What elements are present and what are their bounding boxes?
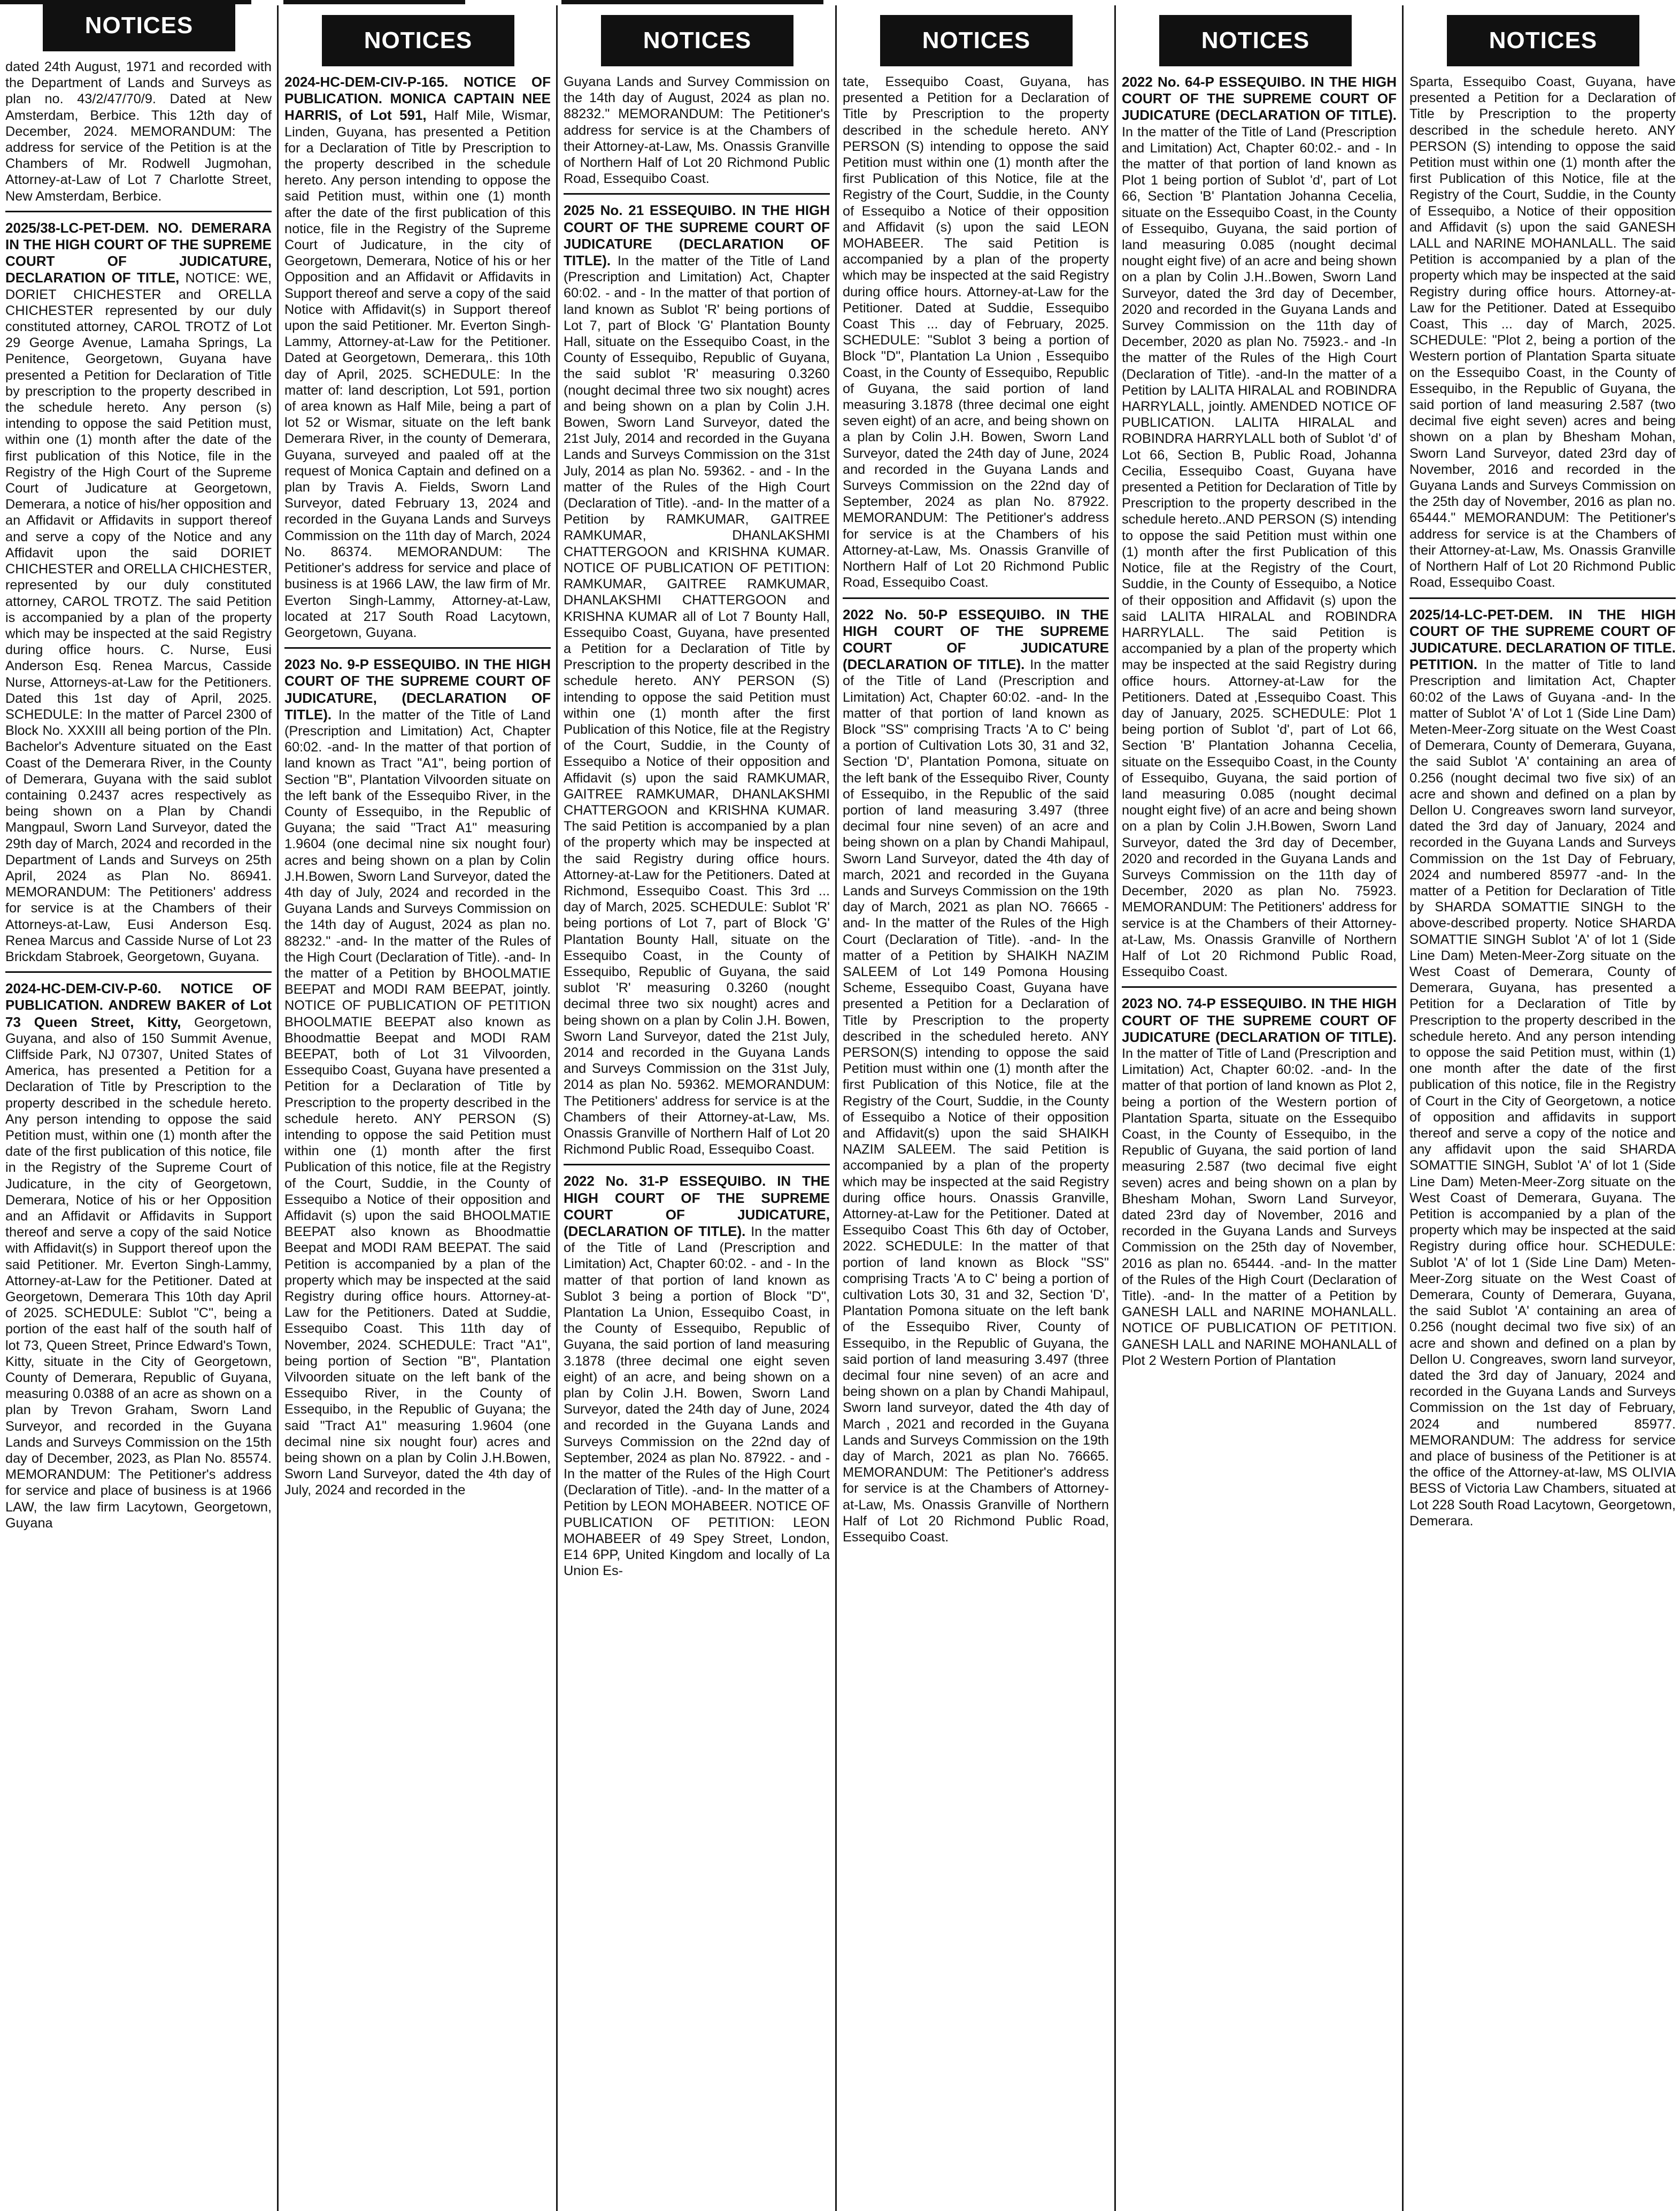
column-separator [1402, 5, 1404, 2211]
notice-text: In the matter of Title of Land (Prescription and Limitation) Act, Chapter 60:02. -and- In the matter of that portion of land known as Plot 2, being a portion of the Western portion of Plantation Sparta, situate on the Essequibo Coast, in the County of Essequibo, in the Republic of Guyana, the said portion of land measuring 2.587 (two decimal five eight seven) acres and being shown on a plan by Bhesham Mohan, Sworn Land Surveyor, dated 23rd day of November, 2016 and recorded in the Guyana Lands and Surveys Commission on the 25th day of November, 2016 as plan no. 65444. -and- In the matter of the Rules of the High Court (Declaration of Title). -and- In the matter of a Petition by GANESH LALL and NARINE MOHANLALL. NOTICE OF PUBLICATION OF PETITION. GANESH LALL and NARINE MOHANLALL of Plot 2 Western Portion of Plantation [1122, 1046, 1397, 1368]
notice-title: 2025/14-LC-PET-DEM. IN THE HIGH COURT OF THE SUPREME COURT OF JUDICATURE. DECLARATION OF TITLE. PETITION. [1409, 606, 1676, 673]
notice-text: In the matter of Title to land Prescription and limitation Act, Chapter 60:02 of the Laws of Guyana -and- In the matter of Sublot 'A' of Lot 1 (Side Line Dam) Meten-Meer-Zorg situate on the West Coast of Demerara, County of Demerara, Guyana, the said Sublot 'A' containing an area of 0.256 (nought decimal two five six) of an acre and shown and defined on a plan by Dellon U. Congreaves sworn land surveyor, dated the 3rd day of January, 2024 and recorded in the Guyana Lands and Surveys Commission on the 1st Day of February, 2024 and numbered 85977 -and- In the matter of a Petition for Declaration of Title by SHARDA SOMATTIE SINGH to the above-described property. Notice SHARDA SOMATTIE SINGH Sublot 'A' of lot 1 (Side Line Dam) Meten-Meer-Zorg situate on the West Coast of Demerara, County of Demerara, Guyana, has presented a Petition for a Declaration of Title by Prescription to the property described in the schedule hereto. And any person intending to oppose the said Petition must, within (1) one month after the date of the first publication of this notice, file in the Registry of Court in the City of Georgetown, a notice of opposition and affidavits in support thereof and serve a copy of the notice and any affidavit upon the said SHARDA SOMATTIE SINGH, Sublot 'A' of lot 1 (Side Line Dam) Meten-Meer-Zorg situate on the West Coast of Demerara, Guyana. The Petition is accompanied by a plan of the property which may be inspected at the said Registry during office hour. SCHEDULE: Sublot 'A' of lot 1 (Side Line Dam) Meten-Meer-Zorg situate on the West Coast of Demerara, County of Demerara, Guyana, the said Sublot 'A' containing an area of 0.256 (nought decimal two five six) of an acre and shown and defined on a plan by Dellon U. Congreaves, sworn land surveyor, dated the 3rd day of January, 2024 and recorded in the Guyana Lands and Surveys Commission on the 1st day of February, 2024 and numbered 85977. MEMORANDUM: The address for service and place of business of the Petitioner is at the office of the Attorney-at-law, MS OLIVIA BESS of Victoria Law Chambers, situated at Lot 228 South Road Lacytown, Georgetown, Demerara. [1409, 657, 1676, 1529]
legal-notice [1409, 74, 1676, 591]
legal-notice [284, 74, 551, 641]
section-header: NOTICES [1159, 15, 1352, 66]
notice-title: 2022 No. 64-P ESSEQUIBO. IN THE HIGH COURT OF THE SUPREME COURT OF JUDICATURE (DECLARATION OF TITLE). [1122, 74, 1397, 124]
notice-divider [564, 193, 830, 195]
legal-notice [5, 220, 272, 965]
legal-notice [5, 980, 272, 1531]
legal-notice [564, 1173, 830, 1579]
section-header: NOTICES [601, 15, 793, 66]
column-separator [1114, 5, 1116, 2211]
notice-text: Sparta, Essequibo Coast, Guyana, have presented a Petition for a Declaration of Title by Prescription to the property described in the schedule hereto. ANY PERSON (S) intending to oppose the said Petition must within one (1) month after the first Publication of this Notice, file at the Registry of the Court, Suddie, in the County of Essequibo, a Notice of their opposition and Affidavit (s) upon the said GANESH LALL and NARINE MOHANLALL. The said Petition is accompanied by a plan of the property which may be inspected at the said Registry during office hours. Attorney-at-Law for the Petitioner. Dated at Essequibo Coast, This ... day of March, 2025. SCHEDULE: "Plot 2, being a portion of the Western portion of Plantation Sparta situate on the Essequibo Coast, in the County of Essequibo, in the Republic of Guyana, the said portion of land measuring 2.587 (two decimal five eight seven) acres and being shown on a plan by Bhesham Mohan, Sworn Land Surveyor, dated 23rd day of November, 2016 and recorded in the Guyana Lands and Surveys Commission on the 25th day of November, 2016 as plan no. 65444." MEMORANDUM: The Petitioner's address for service is at the Chambers of their Attorney-at-Law, Ms. Onassis Granville of Northern Half of Lot 20 Richmond Public Road, Essequibo Coast. [1409, 74, 1676, 590]
notice-column-6 [1404, 0, 1680, 2211]
notice-text: Half Mile, Wismar, Linden, Guyana, has presented a Petition for a Declaration of Title by Prescription to the property described in the schedule hereto. Any person intending to oppose the said Petition must, within one (1) month after the date of the first publication of this notice, file in the Registry of the Supreme Court of Judicature, in the city of Georgetown, Demerara, Notice of his or her Opposition and an Affidavit or Affidavits in Support thereof and serve a copy of the said Notice with Affidavit(s) in Support thereof upon the said Petitioner. Mr. Everton Singh-Lammy, Attorney-at-Law for the Petitioner. Dated at Georgetown, Demerara,. this 10th day of April, 2025. SCHEDULE: In the matter of: land description, Lot 591, portion of area known as Half Mile, being a part of lot 52 or Wismar, situate on the left bank Demerara River, in the county of Demerara, Guyana, surveyed and paaled off at the request of Monica Captain and defined on a plan by Travis A. Fields, Sworn Land Surveyor, dated February 13, 2024 and recorded in the Guyana Lands and Surveys Commission on the 11th day of March, 2024 No. 86374. MEMORANDUM: The Petitioner's address for service and place of business is at 1966 LAW, the law firm of Mr. Everton Singh-Lammy, Attorney-at-Law, located at 217 South Road Lacytown, Georgetown, Guyana. [284, 108, 551, 640]
section-header: NOTICES [880, 15, 1073, 66]
column-body [0, 59, 276, 1531]
section-header: NOTICES [1447, 15, 1639, 66]
notice-title: 2025 No. 21 ESSEQUIBO. IN THE HIGH COURT OF THE SUPREME COURT OF JUDICATURE (DECLARATION OF TITLE). [564, 202, 830, 269]
notice-title: 2024-HC-DEM-CIV-P-60. NOTICE OF PUBLICATION. ANDREW BAKER of Lot 73 Queen Street, Kitty, [5, 980, 272, 1030]
notice-title: 2024-HC-DEM-CIV-P-165. NOTICE OF PUBLICATION. MONICA CAPTAIN NEE HARRIS, of Lot 591, [284, 74, 551, 124]
notice-divider [5, 211, 272, 212]
notice-title: 2025/38-LC-PET-DEM. NO. DEMERARA IN THE HIGH COURT OF THE SUPREME COURT OF JUDICATURE, DECLARATION OF TITLE, [5, 219, 272, 286]
notice-column-3 [558, 0, 834, 2211]
notice-column-4 [837, 0, 1113, 2211]
legal-notice [843, 74, 1109, 591]
legal-notice [843, 607, 1109, 1546]
notice-text: tate, Essequibo Coast, Guyana, has presented a Petition for a Declaration of Title by Prescription to the property described in the schedule hereto. ANY PERSON (S) intending to oppose the said Petition must within one (1) month after the first Publication of this Notice, file at the Registry of the Court, Suddie, in the County of Essequibo a Notice of their opposition and Affidavit (s) upon the said LEON MOHABEER. The said Petition is accompanied by a plan of the property which may be inspected at the said Registry during office hours. Attorney-at-Law for the Petitioner. Dated at Suddie, Essequibo Coast This ... day of February, 2025. SCHEDULE: "Sublot 3 being a portion of Block "D", Plantation La Union , Essequibo Coast, in the County of Essequibo, Republic of Guyana, the said portion of land measuring 3.1878 (three decimal one eight seven eight) of an acre, and being shown on a plan by Colin J.H. Bowen, Sworn Land Surveyor, dated the 24th day of June, 2024 and recorded in the Guyana Lands and Surveys Commission on the 22nd day of September, 2024 as plan No. 87922. MEMORANDUM: The Petitioner's address for service is at the Chambers of his Attorney-at-Law, Ms. Onassis Granville of Northern Half of Lot 20 Richmond Public Road, Essequibo Coast. [843, 74, 1109, 590]
legal-notice [284, 656, 551, 1499]
legal-notice [1122, 74, 1397, 980]
section-header: NOTICES [322, 15, 514, 66]
notice-title: 2023 No. 9-P ESSEQUIBO. IN THE HIGH COURT OF THE SUPREME COURT OF JUDICATURE, (DECLARATION OF TITLE). [284, 656, 551, 723]
notice-text: In the matter of the Title of Land (Prescription and Limitation) Act, Chapter 60:02. -and- In the matter of that portion of land known as Block "SS" comprising Tracts 'A to C' being a portion of Cultivation Lots 30, 31 and 32, Section 'D', Plantation Pomona, situate on the left bank of the Essequibo River, County of Essequibo, in the Republic of the said portion of land measuring 3.497 (three decimal four nine seven) of an acre and being shown on a plan by Chandi Mahipaul, Sworn Land Surveyor, dated the 4th day of march, 2021 and recorded in the Guyana Lands and Surveys Commission on the 19th day of March, 2021 as plan NO. 76665 -and- In the matter of the Rules of the High Court (Declaration of Title). -and- In the matter of a Petition by SHAIKH NAZIM SALEEM of Lot 149 Pomona Housing Scheme, Essequibo Coast, Guyana have presented a Petition for a Declaration of Title by Prescription to the property described in the scheduled hereto. ANY PERSON(S) intending to oppose the said Petition must within one (1) month after the first Publication of this Notice, file at the Registry of the Court, Suddie, in the County of Essequibo a Notice of their opposition and Affidavit(s) upon the said SHAIKH NAZIM SALEEM. The said Petition is accompanied by a plan of the property which may be inspected at the said Registry during office hours. Onassis Granville, Attorney-at-Law for the Petitioner. Dated at Essequibo Coast This 6th day of October, 2022. SCHEDULE: In the matter of that portion of land known as Block "SS" comprising Tracts 'A to C' being a portion of cultivation Lots 30, 31 and 32, Section 'D', Plantation Pomona situate on the left bank of the Essequibo River, County of Essequibo, in the Republic of Guyana, the said portion of land measuring 3.497 (three decimal four nine seven) of an acre and being shown on a plan by Chandi Mahipaul, Sworn land surveyor, dated the 4th day of March , 2021 and recorded in the Guyana Lands and Surveys Commission on the 19th day of March, 2021 as plan No. 76665. MEMORANDUM: The Petitioner's address for service is at the Chambers of Attorney-at-Law, Ms. Onassis Granville of Northern Half of Lot 20 Richmond Public Road, Essequibo Coast. [843, 657, 1109, 1545]
legal-notice [564, 74, 830, 187]
column-separator [277, 5, 279, 2211]
column-body [1404, 74, 1680, 1529]
notice-divider [1122, 986, 1397, 988]
notice-text: Guyana Lands and Survey Commission on the 14th day of August, 2024 as plan no. 88232." MEMORANDUM: The Petitioner's address for service is at the Chambers of their Attorney-at-Law, Ms. Onassis Granville of Northern Half of Lot 20 Richmond Public Road, Essequibo Coast. [564, 74, 830, 187]
notice-column-2 [279, 0, 555, 2211]
column-body [279, 74, 555, 1499]
notice-text: In the matter of the Title of Land (Prescription and Limitation) Act, Chapter 60:02. - and - In the matter of that portion of land known as Sublot 'R' being portions of Lot 7, part of Block 'G' Plantation Bounty Hall, situate on the Essequibo Coast, in the County of Essequibo, Republic of Guyana, the said sublot 'R' measuring 0.3260 (nought decimal three two six nought) acres and being shown on a plan by Colin J.H. Bowen, Sworn Land Surveyor, dated the 21st July, 2014 and recorded in the Guyana Lands and Surveys Commission on the 31st July, 2014 as plan No. 59362. - and - In the matter of the Rules of the High Court (Declaration of Title). -and- In the matter of a Petition by RAMKUMAR, GAITREE RAMKUMAR, DHANLAKSHMI CHATTERGOON and KRISHNA KUMAR. NOTICE OF PUBLICATION OF PETITION: RAMKUMAR, GAITREE RAMKUMAR, DHANLAKSHMI CHATTERGOON and KRISHNA KUMAR all of Lot 7 Bounty Hall, Essequibo Coast, Guyana, have presented a Petition for a Declaration of Title by Prescription to the property described in the schedule hereto. ANY PERSON (S) intending to oppose the said Petition must within one (1) month after the first Publication of this Notice, file at the Registry of the Court, Suddie, in the County of Essequibo a Notice of their opposition and Affidavit (s) upon the said RAMKUMAR, GAITREE RAMKUMAR, DHANLAKSHMI CHATTERGOON and KRISHNA KUMAR. The said Petition is accompanied by a plan of the property which may be inspected at the said Registry during office hours. Attorney-at-Law for the Petitioners. Dated at Richmond, Essequibo Coast. This 3rd ... day of March, 2025. SCHEDULE: Sublot 'R' being portions of Lot 7, part of Block 'G' Plantation Bounty Hall, situate on the Essequibo Coast, in the County of Essequibo, Republic of Guyana, the said sublot 'R' measuring 0.3260 (nought decimal three two six nought) acres and being shown on a plan by Colin J.H. Bowen, Sworn Land Surveyor, dated the 21st July, 2014 and recorded in the Guyana Lands and Surveys Commission on the 31st July, 2014 as plan No. 59362. MEMORANDUM: The Petitioners' address for service is at the Chambers of their Attorney-at-Law, Ms. Onassis Granville of Northern Half of Lot 20 Richmond Public Road, Essequibo Coast. [564, 254, 830, 1157]
notice-column-1 [0, 0, 276, 2211]
notice-text: In the matter of the Title of Land (Prescription and Limitation) Act, Chapter 60:02. -and- In the matter of that portion of land known as Tract "A1", being portion of Section "B", Plantation Vilvoorden situate on the left bank of the Essequibo River, in the County of Essequibo, in the Republic of Guyana; the said "Tract A1" measuring 1.9604 (one decimal nine six nought four) acres and being shown on a plan by Colin J.H.Bowen, Sworn Land Surveyor, dated the 4th day of July, 2024 and recorded in the Guyana Lands and Surveys Commission on the 14th day of August, 2024 as plan no. 88232." -and- In the matter of the Rules of the High Court (Declaration of Title). -and- In the matter of a Petition by BHOOLMATIE BEEPAT and MODI RAM BEEPAT, jointly. NOTICE OF PUBLICATION OF PETITION BHOOLMATIE BEEPAT also known as Bhoodmattie Beepat and MODI RAM BEEPAT, both of Lot 31 Vilvoorden, Essequibo Coast, Guyana have presented a Petition for a Declaration of Title by Prescription to the property described in the schedule hereto. ANY PERSON (S) intending to oppose the said Petition must within one (1) month after the first Publication of this notice, file at the Registry of the Court, Suddie, in the County of Essequibo a Notice of their opposition and Affidavit (s) upon the said BHOOLMATIE BEEPAT also known as Bhoodmattie Beepat and MODI RAM BEEPAT. The said Petition is accompanied by a plan of the property which may be inspected at the said Registry during office hours. Attorney-at-Law for the Petitioners. Dated at Suddie, Essequibo Coast. This 11th day of November, 2024. SCHEDULE: Tract "A1", being portion of Section "B", Plantation Vilvoorden situate on the left bank of the Essequibo River, in the County of Essequibo, in the Republic of Guyana; the said "Tract A1" measuring 1.9604 (one decimal nine six nought four) acres and being shown on a plan by Colin J.H.Bowen, Sworn Land Surveyor, dated the 4th day of July, 2024 and recorded in the [284, 707, 551, 1498]
legal-notice [5, 59, 272, 204]
column-separator [835, 5, 837, 2211]
notice-column-5 [1116, 0, 1401, 2211]
notice-title: 2022 No. 50-P ESSEQUIBO. IN THE HIGH COURT OF THE SUPREME COURT OF JUDICATURE (DECLARATION OF TITLE). [843, 606, 1109, 673]
legal-notice [564, 202, 830, 1157]
legal-notice [1122, 995, 1397, 1369]
notice-divider [1409, 597, 1676, 599]
column-separator [556, 5, 558, 2211]
section-header: NOTICES [43, 0, 235, 51]
notice-divider [564, 1164, 830, 1165]
notice-text: dated 24th August, 1971 and recorded with the Department of Lands and Surveys as plan no. 43/2/47/70/9. Dated at New Amsterdam, Berbice. This 12th day of December, 2024. MEMORANDUM: The address for service of the Petition is at the Chambers of Mr. Rodwell Jugmohan, Attorney-at-Law of Lot 7 Charlotte Street, New Amsterdam, Berbice. [5, 59, 272, 204]
column-body [837, 74, 1113, 1545]
notice-text: In the matter of the Title of Land (Prescription and Limitation) Act, Chapter 60:02. - and - In the matter of that portion of land known as Sublot 3 being a portion of Block "D", Plantation La Union, Essequibo Coast, in the County of Essequibo, Republic of Guyana, the said portion of land measuring 3.1878 (three decimal one eight seven eight) of an acre, and being shown on a plan by Colin J.H. Bowen, Sworn Land Surveyor, dated the 24th day of June, 2024 and recorded in the Guyana Lands and Surveys Commission on the 22nd day of September, 2024 as plan No. 87922. - and - In the matter of the Rules of the High Court (Declaration of Title). -and- In the matter of a Petition by LEON MOHABEER. NOTICE OF PUBLICATION OF PETITION: LEON MOHABEER of 49 Spey Street, London, E14 6PP, United Kingdom and locally of La Union Es- [564, 1224, 830, 1579]
notice-title: 2022 No. 31-P ESSEQUIBO. IN THE HIGH COURT OF THE SUPREME COURT OF JUDICATURE, (DECLARATION OF TITLE). [564, 1173, 830, 1240]
column-body [1116, 74, 1401, 1369]
notice-text: NOTICE: WE, DORIET CHICHESTER and ORELLA CHICHESTER represented by our duly constituted attorney, CAROL TROTZ of Lot 29 George Avenue, Lamaha Springs, La Penitence, Georgetown, Guyana have presented a Petition for Declaration of Title by prescription to the property described in the schedule hereto. Any person (s) intending to oppose the said Petition must, within one (1) month after the date of the first publication of this Notice, file in the Registry of the High Court of the Supreme Court of Judicature at Georgetown, Demerara, a notice of his/her opposition and an Affidavit or Affidavits in support thereof and serve a copy of the Notice and any Affidavit upon the said DORIET CHICHESTER and ORELLA CHICHESTER, represented by our duly constituted attorney, CAROL TROTZ. The said Petition is accompanied by a plan of the property which may be inspected at the said Registry during office hours. C. Nurse, Eusi Anderson Esq. Renea Marcus, Casside Nurse, Attorneys-at-Law for the Petitioners. Dated this 1st day of April, 2025. SCHEDULE: In the matter of Parcel 2300 of Block No. XXXIII all being portion of the Pln. Bachelor's Adventure situated on the East Coast of the Demerara River, in the County of Demerara, Guyana with the said sublot containing 0.2437 acres respectively as being shown on a Plan by Chandi Mangpaul, Sworn Land Surveyor, dated the 29th day of March, 2024 and recorded in the Department of Lands and Surveys on 25th April, 2024 as Plan No. 86941. MEMORANDUM: The Petitioners' address for service is at the Chambers of their Attorneys-at-Law, Eusi Anderson Esq. Renea Marcus and Casside Nurse of Lot 23 Brickdam Stabroek, Georgetown, Guyana. [5, 271, 272, 964]
notice-text: In the matter of the Title of Land (Prescription and Limitation) Act, Chapter 60:02.- and - In the matter of that portion of land known as Plot 1 being portion of Sublot 'd', part of Lot 66, Section 'B' Plantation Johanna Cecelia, situate on the Essequibo Coast, in the County of Essequibo, Guyana, the said portion of land measuring 0.085 (nought decimal nought eight five) of an acre and being shown on a plan by Colin J.H..Bowen, Sworn Land Surveyor, dated the 3rd day of December, 2020 and recorded in the Guyana Lands and Survey Commission on the 11th day of December, 2020 as plan No. 75923.- and -In the matter of the Rules of the High Court (Declaration of Title). -and-In the matter of a Petition by LALITA HIRALAL and ROBINDRA HARRYLALL, jointly. AMENDED NOTICE OF PUBLICATION. LALITA HIRALAL and ROBINDRA HARRYLALL both of Sublot 'd' of Lot 66, Section B, Public Road, Johanna Cecilia, Essequibo Coast, Guyana have presented a Petition for Declaration of Title by Prescription to the property described in the schedule hereto..AND PERSON (S) intending to oppose the said Petition must within one (1) month after the first Publication of this Notice, file at the Registry of the Court, Suddie, in the County of Essequibo, a Notice of their opposition and Affidavit (s) upon the said LALITA HIRALAL and ROBINDRA HARRYLALL. The said Petition is accompanied by a plan of the property which may be inspected at the said Registry during office hours. Attorney-at-Law for the Petitioners. Dated at ,Essequibo Coast. This day of January, 2025. SCHEDULE: Plot 1 being portion of Sublot 'd', part of Lot 66, Section 'B' Plantation Johanna Cecelia, situate on the Essequibo Coast, in the County of Essequibo, Guyana, the said portion of land measuring 0.085 (nought decimal nought eight five) of an acre and being shown on a plan by Colin J.H.Bowen, Sworn Land Surveyor, dated the 3rd day of December, 2020 and recorded in the Guyana Lands and Surveys Commission on the 11th day of December, 2020 as plan No. 75923. MEMORANDUM: The Petitioners' address for service is at the Chambers of their Attorney-at-Law, Ms. Onassis Granville of Northern Half of Lot 20 Richmond Public Road, Essequibo Coast. [1122, 124, 1397, 980]
notice-divider [284, 647, 551, 649]
notice-title: 2023 NO. 74-P ESSEQUIBO. IN THE HIGH COURT OF THE SUPREME COURT OF JUDICATURE (DECLARATION OF TITLE). [1122, 995, 1397, 1045]
legal-notice [1409, 607, 1676, 1530]
notice-text: Georgetown, Guyana, and also of 150 Summit Avenue, Cliffside Park, NJ 07307, United States of America, has presented a Petition for a Declaration of Title by Prescription to the property described in the schedule hereto. Any person intending to oppose the said Petition must, within one (1) month after the date of the first publication of this notice, file in the Registry of the Supreme Court of Judicature, in the city of Georgetown, Demerara, Notice of his or her Opposition and an Affidavit or Affidavits in Support thereof and serve a copy of the said Notice with Affidavit(s) in Support thereof upon the said Petitioner. Mr. Everton Singh-Lammy, Attorney-at-Law for the Petitioner. Dated at Georgetown, Demerara This 10th day April of 2025. SCHEDULE: Sublot "C", being a portion of the east half of the south half of lot 73, Queen Street, Prince Edward's Town, Kitty, situate in the City of Georgetown, County of Demerara, Republic of Guyana, measuring 0.0388 of an acre as shown on a plan by Trevon Graham, Sworn Land Surveyor, and recorded in the Guyana Lands and Surveys Commission on the 15th day of December, 2023, as Plan No. 85574. MEMORANDUM: The Petitioner's address for service and place of business is at 1966 LAW, the law firm Lacytown, Georgetown, Guyana [5, 1015, 272, 1531]
column-body [558, 74, 834, 1579]
notice-divider [843, 597, 1109, 599]
notice-divider [5, 971, 272, 973]
